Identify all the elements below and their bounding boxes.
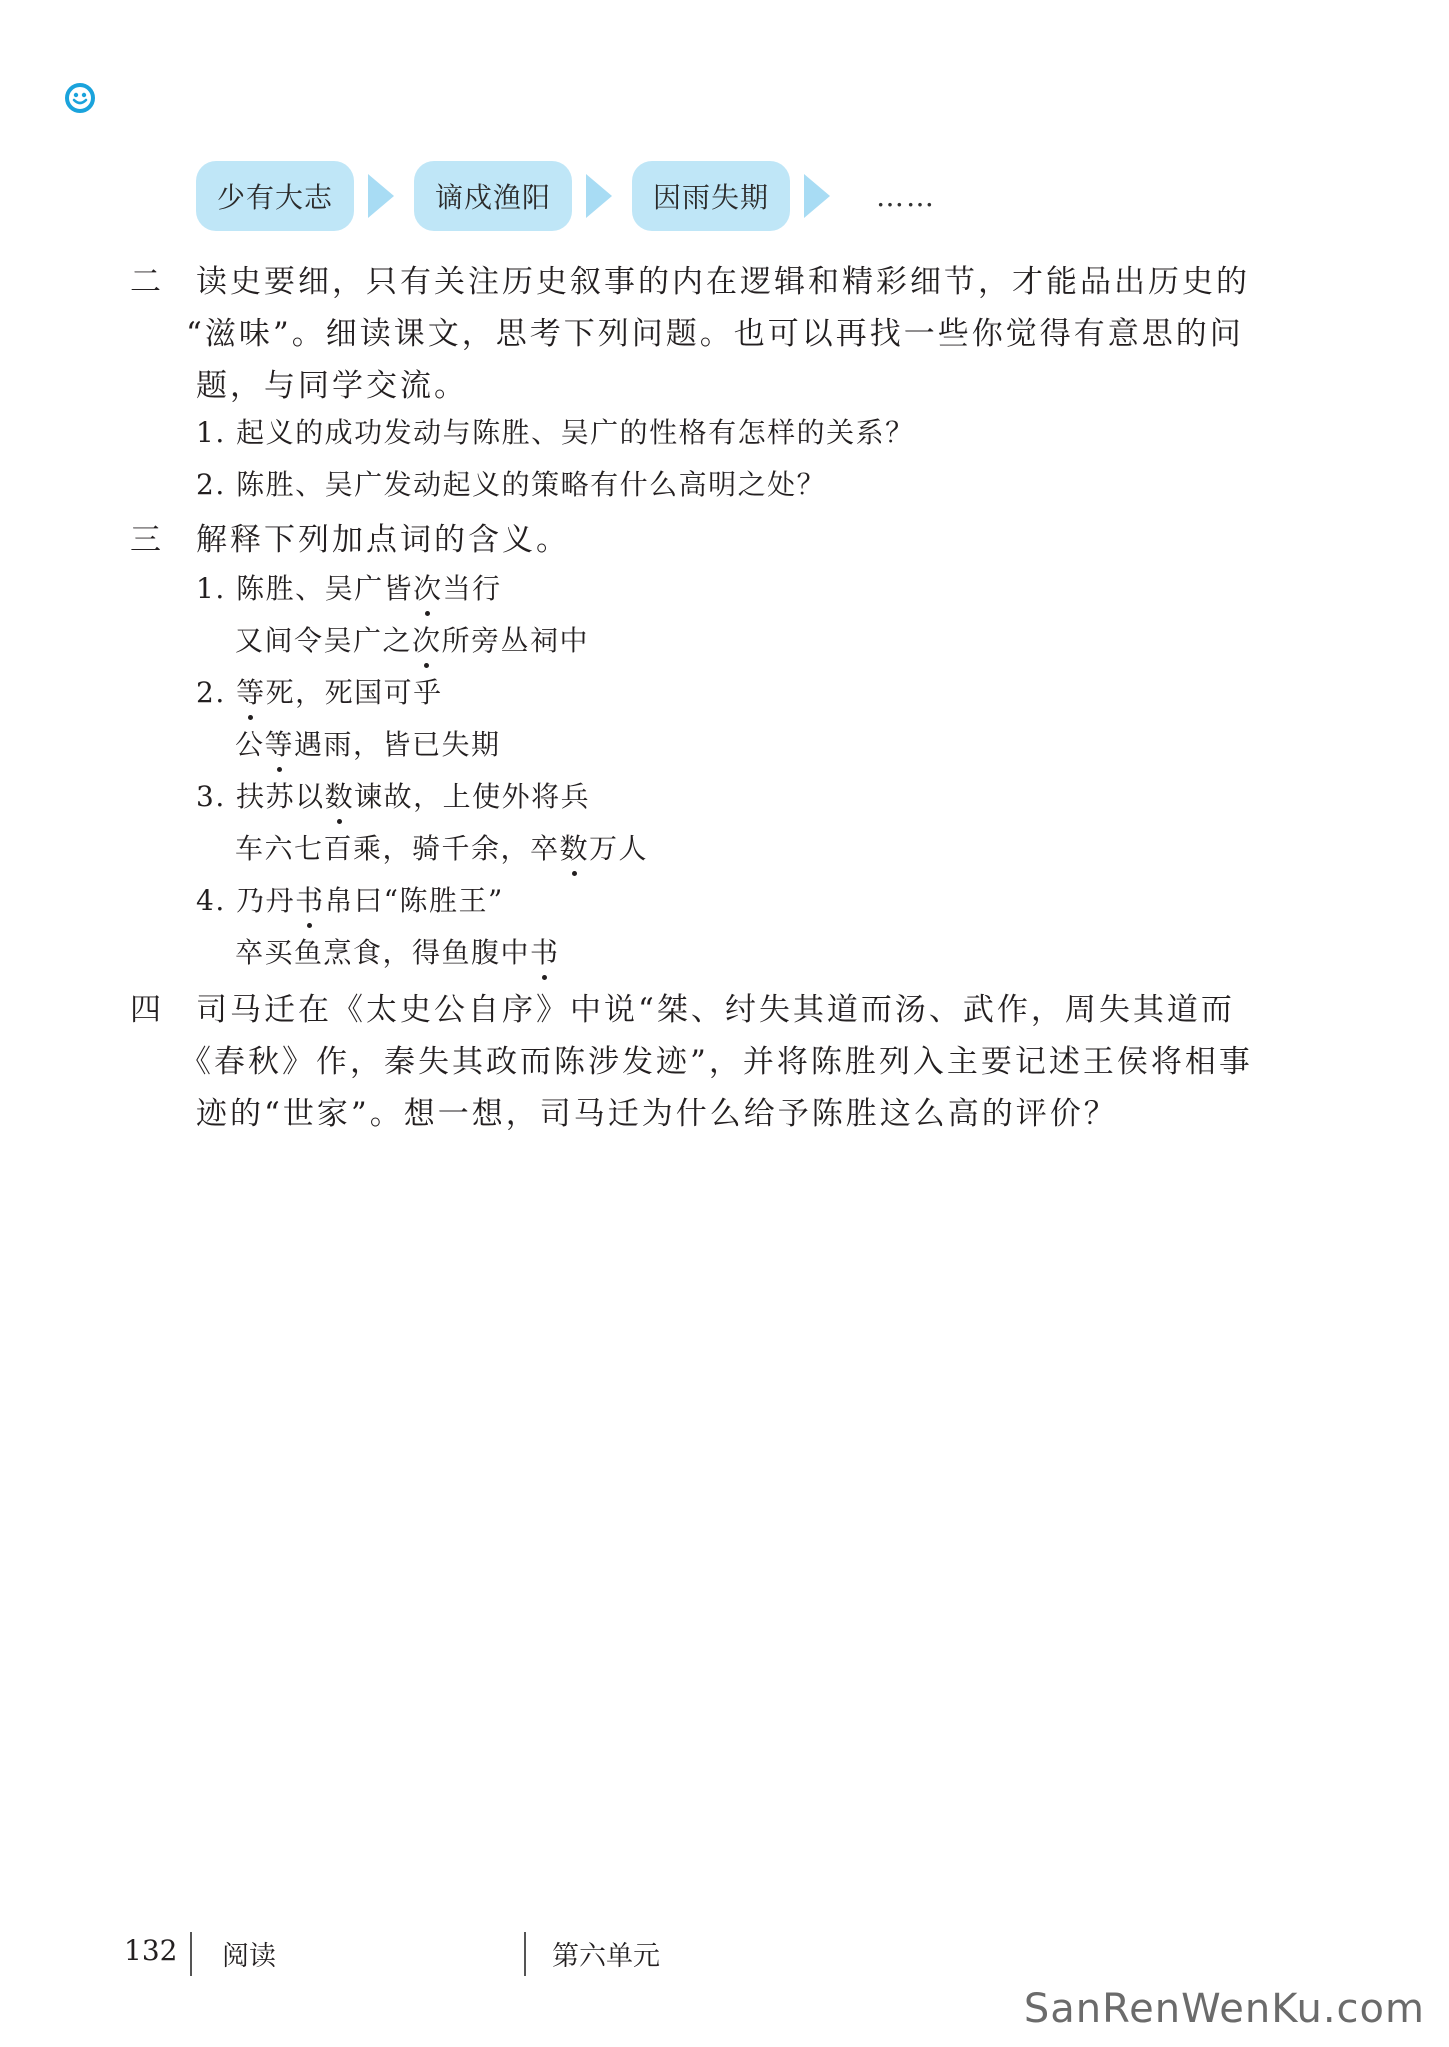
dotted-word: 次 <box>412 622 442 660</box>
flow-step: 谪戍渔阳 <box>414 161 572 231</box>
question-text-line: “滋味”。细读课文，思考下列问题。也可以再找一些你觉得有意思的问 <box>186 316 1244 352</box>
dotted-word: 书 <box>530 934 560 972</box>
question-text-line: 题，与同学交流。 <box>196 368 468 404</box>
sentence-text: 陈胜、吴广皆 <box>236 572 414 605</box>
sentence-text: 帛曰“陈胜王” <box>324 884 504 917</box>
flow-step: 少有大志 <box>196 161 354 231</box>
page-number: 132 <box>124 1934 178 1967</box>
footer-divider <box>524 1932 526 1976</box>
arrow-right-icon <box>368 174 394 218</box>
question-number: 四 <box>130 992 161 1028</box>
question-text-line: 读史要细，只有关注历史叙事的内在逻辑和精彩细节，才能品出历史的 <box>196 264 1250 300</box>
sentence-text: 所旁丛祠中 <box>441 624 590 657</box>
sentence-text: 万人 <box>589 832 649 865</box>
word-item <box>196 570 502 608</box>
dotted-word: 等 <box>236 674 266 712</box>
word-item <box>196 674 443 712</box>
dotted-word: 书 <box>295 882 325 920</box>
smiley-icon <box>64 82 96 114</box>
footer-section: 阅读 <box>222 1941 276 1972</box>
footer-divider <box>190 1932 192 1976</box>
sentence-text: 乃丹 <box>236 884 296 917</box>
word-example <box>235 726 501 764</box>
sentence-text: 遇雨，皆已失期 <box>294 728 501 761</box>
sentence-text: 当行 <box>442 572 502 605</box>
sentence-text: 谏故，上使外将兵 <box>354 780 591 813</box>
flow-ellipsis: …… <box>876 179 936 213</box>
sentence-text: 卒买鱼烹食，得鱼腹中 <box>235 936 531 969</box>
sentence-text: 死，死国可乎 <box>265 676 443 709</box>
item-number: 4. <box>196 884 226 917</box>
arrow-right-icon <box>586 174 612 218</box>
question-text-line: 司马迁在《太史公自序》中说“桀、纣失其道而汤、武作，周失其道而 <box>196 992 1235 1028</box>
flow-step: 因雨失期 <box>632 161 790 231</box>
event-flow <box>196 160 936 232</box>
question-number: 二 <box>130 264 161 300</box>
question-number: 三 <box>130 522 161 558</box>
item-number: 1. <box>196 572 226 605</box>
sentence-text: 公 <box>235 728 265 761</box>
word-example <box>235 934 560 972</box>
sentence-text: 车六七百乘，骑千余，卒 <box>235 832 560 865</box>
word-example <box>235 830 648 868</box>
dotted-word: 数 <box>325 778 355 816</box>
sentence-text: 扶苏以 <box>236 780 325 813</box>
dotted-word: 数 <box>560 830 590 868</box>
sentence-text: 又间令吴广之 <box>235 624 413 657</box>
question-text-line: 迹的“世家”。想一想，司马迁为什么给予陈胜这么高的评价？ <box>196 1096 1118 1132</box>
sub-question: 2. 陈胜、吴广发动起义的策略有什么高明之处？ <box>196 468 827 501</box>
question-text-line: 《春秋》作，秦失其政而陈涉发迹”，并将陈胜列入主要记述王侯将相事 <box>180 1044 1253 1080</box>
arrow-right-icon <box>804 174 830 218</box>
item-number: 2. <box>196 676 226 709</box>
watermark: SanRenWenKu.com <box>1023 1986 1425 2032</box>
word-item <box>196 778 590 816</box>
question-title: 解释下列加点词的含义。 <box>196 522 570 558</box>
dotted-word: 次 <box>413 570 443 608</box>
sub-question: 1. 起义的成功发动与陈胜、吴广的性格有怎样的关系？ <box>196 416 915 449</box>
footer-unit: 第六单元 <box>552 1941 660 1972</box>
item-number: 3. <box>196 780 226 813</box>
word-item <box>196 882 504 920</box>
dotted-word: 等 <box>265 726 295 764</box>
word-example <box>235 622 589 660</box>
